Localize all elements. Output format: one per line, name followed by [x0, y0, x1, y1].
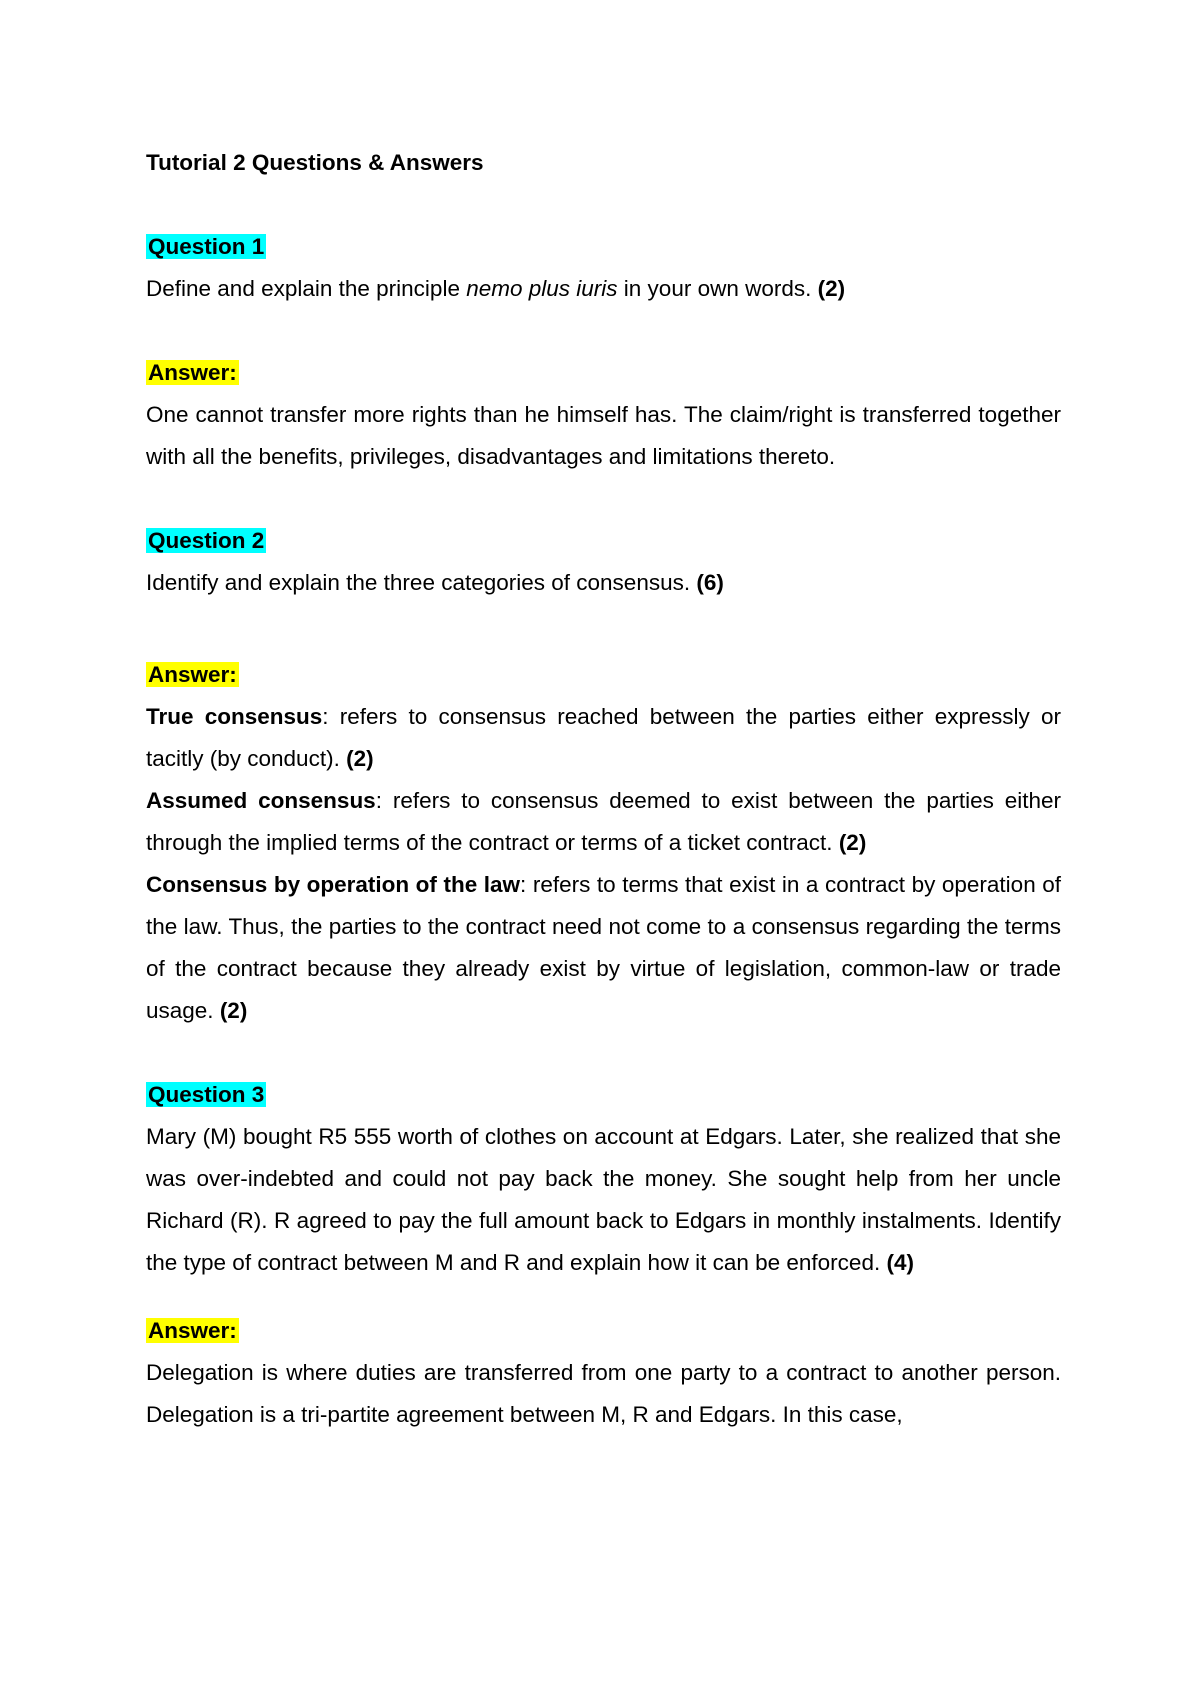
question-3-heading: [146, 1074, 1061, 1116]
question-1-heading: [146, 226, 1061, 268]
question-1-text-end: in your own words.: [617, 276, 818, 301]
question-3-text: [146, 1116, 1061, 1284]
answer-2-text-1: : refers to consensus reached between the parties either expressly or tacitly (by conduct).: [146, 704, 1062, 771]
answer-2-item-operation-of-law: [146, 864, 1061, 1032]
question-2-heading: [146, 520, 1061, 562]
answer-2-term-2: Assumed consensus: [146, 788, 376, 813]
answer-1-label: Answer:: [148, 360, 237, 385]
answer-2-label: Answer:: [148, 662, 237, 687]
answer-3-text: Delegation is where duties are transferred from one party to a contract to another person. Delegation is a tri-partite agreement between M, R and Edgars. In this case,: [146, 1360, 1061, 1427]
document-body: [146, 142, 1061, 1436]
question-1-text-start: Define and explain the principle: [146, 276, 467, 301]
answer-2-item-assumed-consensus: [146, 780, 1061, 864]
question-1-latin-term: nemo plus iuris: [466, 276, 618, 301]
answer-1-heading: [146, 352, 1061, 394]
answer-2-marks-1: (2): [346, 746, 374, 771]
answer-3-heading: [146, 1310, 1061, 1352]
question-1-text: [146, 268, 1061, 310]
question-3-text-body: Mary (M) bought R5 555 worth of clothes on account at Edgars. Later, she realized that she was over-indebted and could not pay back the money. She sought help from her uncle Richard (R). R agreed to pay the full amount back to Edgars in monthly instalments. Identify the type of contract between M and R and explain how it can be enforced.: [146, 1124, 1061, 1275]
question-3-label: Question 3: [148, 1082, 265, 1107]
answer-1-text: One cannot transfer more rights than he himself has. The claim/right is transferred together with all the benefits, privileges, disadvantages and limitations thereto.: [146, 402, 1061, 469]
answer-2-item-true-consensus: [146, 696, 1061, 780]
question-3-marks: (4): [886, 1250, 914, 1275]
question-2-label: Question 2: [148, 528, 265, 553]
answer-2-term-1: True consensus: [146, 704, 323, 729]
question-2-text: [146, 562, 1061, 604]
answer-2-text-3: : refers to terms that exist in a contract by operation of the law. Thus, the parties to the contract need not come to a consensus regarding the terms of the contract because they already exist by virtue of legislation, common-law or trade usage.: [146, 872, 1062, 1023]
document-title: Tutorial 2 Questions & Answers: [146, 150, 484, 175]
question-2-text-body: Identify and explain the three categories of consensus.: [146, 570, 697, 595]
answer-2-text-2: : refers to consensus deemed to exist between the parties either through the implied terms of the contract or terms of a ticket contract.: [146, 788, 1062, 855]
question-1-label: Question 1: [148, 234, 265, 259]
question-2-marks: (6): [696, 570, 724, 595]
answer-2-heading: [146, 654, 1061, 696]
answer-2-marks-2: (2): [838, 830, 867, 855]
question-1-marks: (2): [817, 276, 846, 301]
answer-2-term-3: Consensus by operation of the law: [146, 872, 521, 897]
answer-3-label: Answer:: [148, 1318, 237, 1343]
answer-2-marks-3: (2): [219, 998, 248, 1023]
